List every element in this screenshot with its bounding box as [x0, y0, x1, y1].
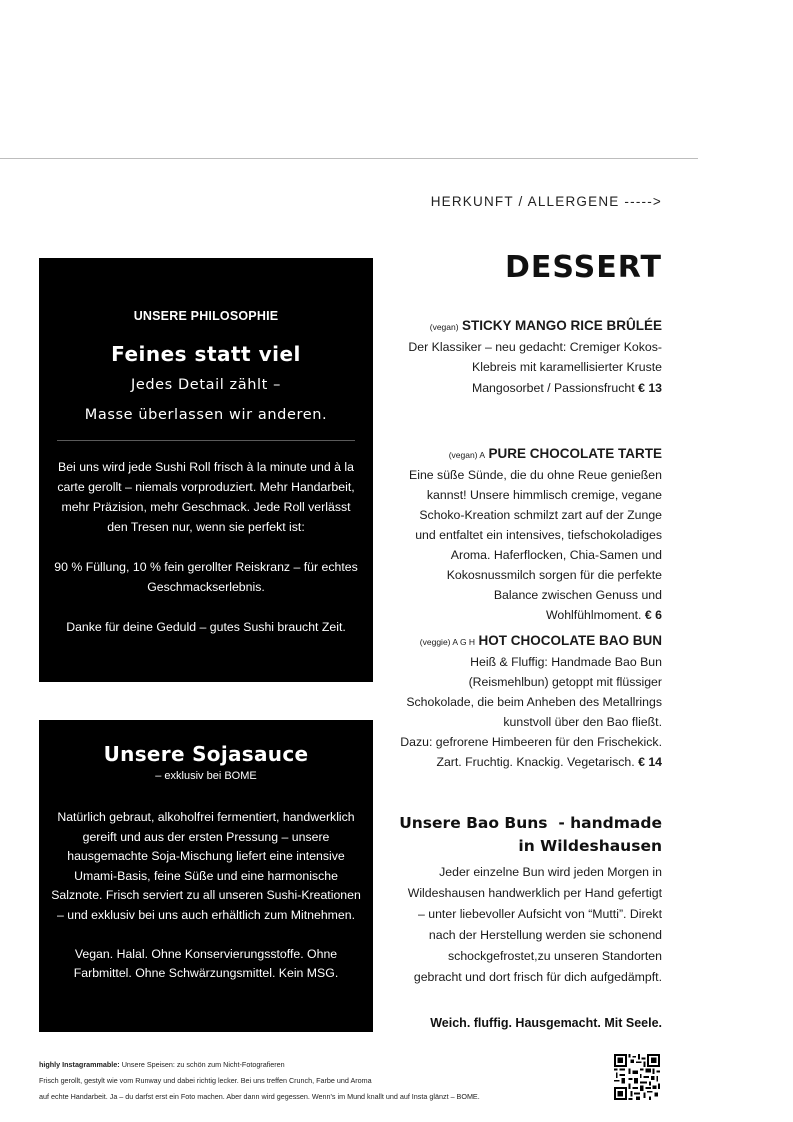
dessert-item-price: € 13 [638, 381, 662, 395]
dessert-item [400, 631, 662, 772]
bao-title [399, 812, 662, 858]
soja-title: Unsere Sojasauce [103, 742, 309, 766]
bao-title-line-2: in Wildeshausen [518, 837, 662, 855]
footer-line: Frisch gerollt, gestylt wie vom Runway und dabei richtig lecker. Bei uns treffen Crunch, Farbe und Aroma [39, 1076, 372, 1085]
instagram-footer [39, 1057, 559, 1105]
philosophy-divider [57, 440, 355, 441]
soja-subtitle: – exklusiv bei BOME [155, 770, 257, 782]
dessert-item [400, 444, 662, 625]
dessert-item-name: STICKY MANGO RICE BRÛLÉE [461, 318, 662, 333]
soja-paragraph: Natürlich gebraut, alkoholfrei fermentiert, handwerklich gereift und aus der ersten Pressung – unsere hausgemachte Soja-Mischung liefert eine intensive Umami-Basis, feine Süße und eine harmonische Salznote. Frisch serviert zu all unseren Sushi-Kreationen – und exklusiv bei uns auch erhältlich zum Mitnehmen. [51, 810, 361, 922]
philosophy-paragraph: Danke für deine Geduld – gutes Sushi braucht Zeit. [66, 620, 346, 634]
philosophy-box [39, 258, 373, 682]
dessert-item-extra: Dazu: gefrorene Himbeeren für den Frischekick. Zart. Fruchtig. Knackig. Vegetarisch. [400, 735, 662, 769]
philosophy-label: UNSERE PHILOSOPHIE [133, 309, 279, 323]
dessert-title: DESSERT [505, 250, 662, 285]
soja-box [39, 720, 373, 1032]
philosophy-paragraph: Bei uns wird jede Sushi Roll frisch à la minute und à la carte gerollt – niemals vorproduziert. Mehr Handarbeit, mehr Präzision, mehr Geschmack. Jede Roll verlässt den Tresen nur, wenn sie perfekt ist: [57, 460, 355, 534]
dessert-item-name: HOT CHOCOLATE BAO BUN [478, 633, 662, 648]
dessert-item-price: € 14 [638, 755, 662, 769]
dessert-item-tag: (vegan) [429, 322, 459, 332]
herkunft-allergene-link[interactable]: HERKUNFT / ALLERGENE -----> [430, 194, 662, 209]
dessert-item-description: Der Klassiker – neu gedacht: Cremiger Kokos-Klebreis mit karamellisierter Kruste [408, 340, 662, 374]
dessert-item-description: Heiß & Fluffig: Handmade Bao Bun (Reismehlbun) getoppt mit flüssiger Schokolade, die beim Anheben des Metallrings kunstvoll über den Bao fließt. [406, 655, 662, 729]
bao-closing: Weich. fluffig. Hausgemacht. Mit Seele. [430, 1016, 662, 1030]
header-divider [0, 158, 698, 159]
footer-line: auf echte Handarbeit. Ja – du darfst erst ein Foto machen. Aber dann wird gegessen. Wenn's im Mund knallt und auf Insta glänzt – BOME. [39, 1092, 480, 1101]
philosophy-paragraph: 90 % Füllung, 10 % fein gerollter Reiskranz – für echtes Geschmackserlebnis. [54, 560, 358, 594]
soja-paragraph: Vegan. Halal. Ohne Konservierungsstoffe. Ohne Farbmittel. Ohne Schwärzungsmittel. Kein MSG. [73, 946, 339, 980]
footer-label: highly Instagrammable: [39, 1060, 120, 1069]
qr-code-icon[interactable] [614, 1054, 660, 1100]
soja-body [51, 808, 361, 1003]
philosophy-title: Feines statt viel [111, 342, 301, 366]
dessert-item-price: € 6 [644, 608, 662, 622]
philosophy-subtitle-2: Masse überlassen wir anderen. [84, 407, 328, 423]
dessert-item-tag: (veggie) A G H [419, 637, 476, 647]
bao-title-line-1: Unsere Bao Buns - handmade [399, 814, 662, 832]
dessert-item-tag: (vegan) A [448, 450, 486, 460]
dessert-item-extra: Mangosorbet / Passionsfrucht [471, 381, 635, 395]
dessert-item-name: PURE CHOCOLATE TARTE [488, 446, 662, 461]
dessert-item-description: Eine süße Sünde, die du ohne Reue genießen kannst! Unsere himmlisch cremige, vegane Schoko-Kreation schmilzt zart auf der Zunge und entfaltet ein intensives, tiefschokoladiges Aroma. Haferflocken, Chia-Samen und Kokosnussmilch sorgen für die perfekte Balance zwischen Genuss und Wohlfühlmoment. [409, 468, 662, 622]
dessert-item [400, 316, 662, 398]
bao-body: Jeder einzelne Bun wird jeden Morgen in Wildeshausen handwerklich per Hand gefertigt – unter liebevoller Aufsicht von “Mutti”. Direkt nach der Herstellung werden sie schonend schockgefrostet,zu unseren Standorten gebracht und dort frisch für dich aufgedämpft. [407, 865, 662, 984]
philosophy-subtitle-1: Jedes Detail zählt – [130, 377, 282, 393]
philosophy-body [53, 457, 359, 657]
footer-line: Unsere Speisen: zu schön zum Nicht-Fotografieren [121, 1060, 285, 1069]
